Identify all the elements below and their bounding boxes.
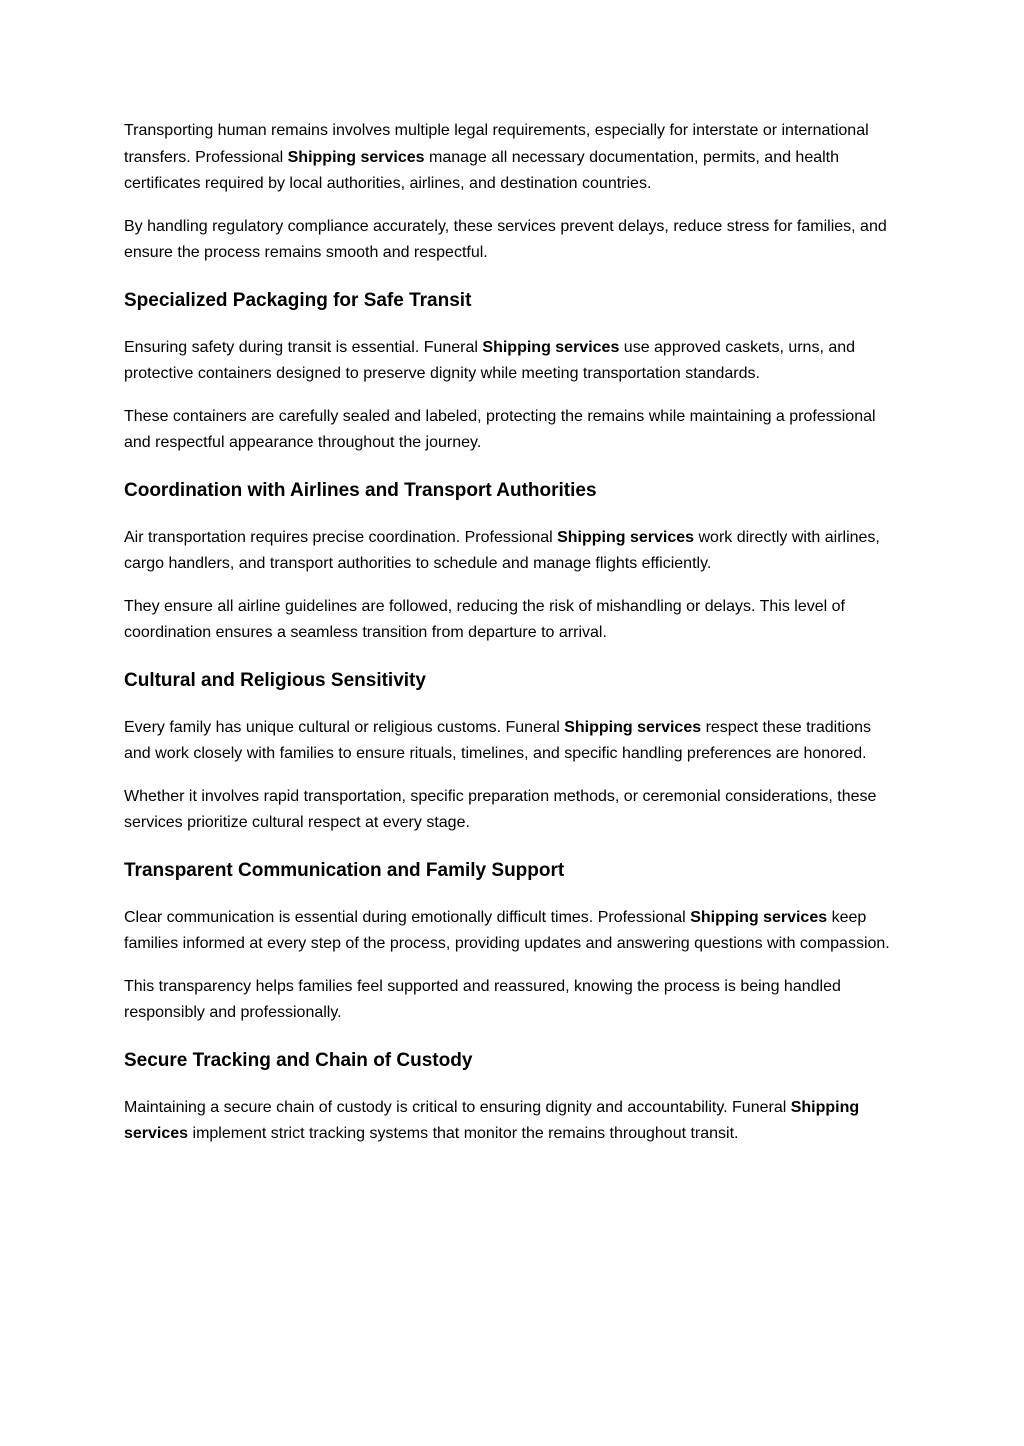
body-paragraph [124, 525, 900, 578]
text-run: By handling regulatory compliance accurately, these services prevent delays, reduce stress for families, and ensure the process remains smooth and respectful. [124, 217, 887, 261]
text-run: manage all necessary documentation, permits, and health certificates required by local authorities, airlines, and destination countries. [124, 148, 840, 192]
body-paragraph [124, 214, 900, 267]
bold-text-run: Shipping services [564, 718, 702, 736]
body-paragraph [124, 404, 900, 457]
section-heading [124, 477, 900, 504]
bold-text-run: Coordination with Airlines and Transport Authorities [124, 479, 597, 501]
document-content [124, 118, 900, 1148]
body-paragraph [124, 1095, 900, 1148]
body-paragraph [124, 594, 900, 647]
section-heading [124, 1047, 900, 1074]
text-run: This transparency helps families feel supported and reassured, knowing the process is being handled responsibly and professionally. [124, 977, 841, 1021]
bold-text-run: Transparent Communication and Family Support [124, 859, 565, 881]
text-run: respect these traditions and work closely with families to ensure rituals, timelines, and specific handling preferences are honored. [124, 718, 871, 762]
bold-text-run: Shipping services [482, 338, 620, 356]
bold-text-run: Specialized Packaging for Safe Transit [124, 289, 472, 311]
bold-text-run: Secure Tracking and Chain of Custody [124, 1049, 473, 1071]
body-paragraph [124, 905, 900, 958]
text-run: use approved caskets, urns, and protective containers designed to preserve dignity while meeting transportation standards. [124, 338, 856, 382]
text-run: Clear communication is essential during emotionally difficult times. Professional [124, 908, 691, 926]
body-paragraph [124, 335, 900, 388]
text-run: Ensuring safety during transit is essential. Funeral [124, 338, 483, 356]
section-heading [124, 287, 900, 314]
text-run: Air transportation requires precise coordination. Professional [124, 528, 558, 546]
text-run: Every family has unique cultural or religious customs. Funeral [124, 718, 565, 736]
text-run: Maintaining a secure chain of custody is critical to ensuring dignity and accountability. Funeral [124, 1098, 791, 1116]
bold-text-run: Shipping services [557, 528, 695, 546]
text-run: work directly with airlines, cargo handlers, and transport authorities to schedule and manage flights efficiently. [124, 528, 880, 572]
text-run: They ensure all airline guidelines are followed, reducing the risk of mishandling or delays. This level of coordination ensures a seamless transition from departure to arrival. [124, 597, 845, 641]
body-paragraph [124, 784, 900, 837]
body-paragraph [124, 118, 900, 198]
section-heading [124, 857, 900, 884]
section-heading [124, 667, 900, 694]
bold-text-run: Shipping services [690, 908, 828, 926]
body-paragraph [124, 974, 900, 1027]
text-run: These containers are carefully sealed and labeled, protecting the remains while maintaining a professional and respectful appearance throughout the journey. [124, 407, 876, 451]
text-run: Whether it involves rapid transportation, specific preparation methods, or ceremonial considerations, these services prioritize cultural respect at every stage. [124, 787, 877, 831]
text-run: Transporting human remains involves multiple legal requirements, especially for interstate or international transfers. Professional [124, 122, 869, 166]
bold-text-run: Shipping services [124, 1098, 860, 1142]
bold-text-run: Cultural and Religious Sensitivity [124, 669, 426, 691]
bold-text-run: Shipping services [287, 148, 425, 166]
body-paragraph [124, 715, 900, 768]
text-run: keep families informed at every step of the process, providing updates and answering questions with compassion. [124, 908, 890, 952]
text-run: implement strict tracking systems that monitor the remains throughout transit. [188, 1125, 739, 1142]
